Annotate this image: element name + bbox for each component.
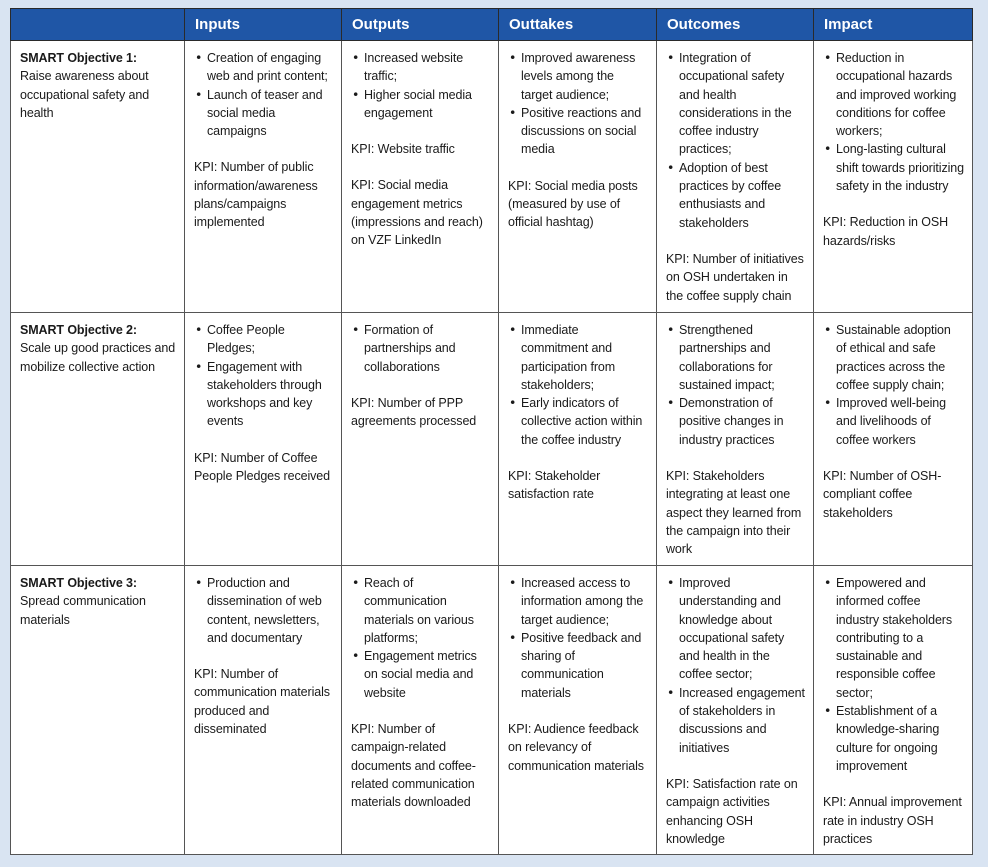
kpi-text: KPI: Audience feedback on relevancy of communication materials <box>508 722 644 773</box>
bullet-item: • Increased website traffic; <box>351 49 490 86</box>
bullet-list <box>823 49 964 195</box>
header-row <box>11 9 973 41</box>
kpi-text: KPI: Website traffic <box>351 142 455 157</box>
bullet-list <box>508 321 648 449</box>
header-outcomes: Outcomes <box>657 9 814 41</box>
bullet-list <box>508 49 648 159</box>
kpi-text: KPI: Number of Coffee People Pledges received <box>194 450 330 484</box>
inputs-cell <box>185 566 342 855</box>
kpi-text: KPI: Number of initiatives on OSH undertaken in the coffee supply chain <box>666 251 804 303</box>
bullet-item: • Higher social media engagement <box>351 86 490 123</box>
kpi-text: KPI: Annual improvement rate in industry OSH practices <box>823 795 962 846</box>
inputs-cell <box>185 41 342 313</box>
objective-description: Spread communication materials <box>20 594 146 627</box>
impact-cell <box>814 313 973 566</box>
bullet-item: • Reduction in occupational hazards and improved working conditions for coffee workers; <box>823 49 964 140</box>
outtakes-cell <box>499 41 657 313</box>
bullet-item: • Increased access to information among the target audience; <box>508 574 648 629</box>
bullet-list <box>351 49 490 122</box>
bullet-item: • Positive feedback and sharing of communication materials <box>508 629 648 702</box>
bullet-list <box>194 321 333 431</box>
objective-cell <box>11 313 185 566</box>
smart-objectives-figure <box>10 8 972 855</box>
objective-cell <box>11 566 185 855</box>
outputs-cell <box>342 313 499 566</box>
bullet-item: • Establishment of a knowledge-sharing culture for ongoing improvement <box>823 702 964 775</box>
bullet-item: • Strengthened partnerships and collaborations for sustained impact; <box>666 321 805 394</box>
bullet-item: • Improved well-being and livelihoods of coffee workers <box>823 394 964 449</box>
header-outtakes: Outtakes <box>499 9 657 41</box>
bullet-list <box>666 49 805 232</box>
bullet-item: • Production and dissemination of web content, newsletters, and documentary <box>194 574 333 647</box>
kpi-text: KPI: Number of OSH-compliant coffee stakeholders <box>823 469 942 520</box>
kpi-text: KPI: Stakeholders integrating at least one aspect they learned from the campaign into their work <box>666 469 802 557</box>
objective-title: SMART Objective 2: <box>20 323 137 337</box>
outcomes-cell <box>657 313 814 566</box>
bullet-item: • Adoption of best practices by coffee enthusiasts and stakeholders <box>666 159 805 232</box>
bullet-item: • Demonstration of positive changes in industry practices <box>666 394 805 449</box>
bullet-list <box>823 321 964 449</box>
kpi-text: KPI: Social media posts (measured by use of official hashtag) <box>508 178 638 230</box>
smart-objectives-table <box>10 8 973 855</box>
bullet-item: • Creation of engaging web and print content; <box>194 49 333 86</box>
bullet-list <box>351 321 490 376</box>
bullet-item: • Formation of partnerships and collaborations <box>351 321 490 376</box>
kpi-text: KPI: Number of campaign-related documents and coffee-related communication materials downloaded <box>351 722 476 810</box>
kpi-text: KPI: Satisfaction rate on campaign activities enhancing OSH knowledge <box>666 776 798 846</box>
bullet-item: • Long-lasting cultural shift towards prioritizing safety in the industry <box>823 140 964 195</box>
bullet-item: • Integration of occupational safety and health considerations in the coffee industry practices; <box>666 49 805 159</box>
objective-description: Raise awareness about occupational safety and health <box>20 69 150 120</box>
objective-row-3 <box>11 566 973 855</box>
kpi-text: KPI: Number of communication materials produced and disseminated <box>194 667 330 737</box>
bullet-list <box>194 574 333 647</box>
objective-cell <box>11 41 185 313</box>
bullet-item: • Positive reactions and discussions on social media <box>508 104 648 159</box>
objective-description: Scale up good practices and mobilize collective action <box>20 341 176 374</box>
impact-cell <box>814 41 973 313</box>
inputs-cell <box>185 313 342 566</box>
bullet-list <box>823 574 964 775</box>
bullet-list <box>666 321 805 449</box>
objective-row-2 <box>11 313 973 566</box>
bullet-item: • Improved awareness levels among the target audience; <box>508 49 648 104</box>
kpi-text: KPI: Number of public information/awareness plans/campaigns implemented <box>194 160 318 230</box>
kpi-text: KPI: Number of PPP agreements processed <box>351 395 477 429</box>
objective-title: SMART Objective 3: <box>20 576 137 590</box>
objective-row-1 <box>11 41 973 313</box>
bullet-item: • Sustainable adoption of ethical and safe practices across the coffee supply chain; <box>823 321 964 394</box>
bullet-list <box>508 574 648 702</box>
objective-title: SMART Objective 1: <box>20 51 137 65</box>
bullet-list <box>351 574 490 702</box>
kpi-text: KPI: Reduction in OSH hazards/risks <box>823 215 949 248</box>
header-objective <box>11 9 185 41</box>
outcomes-cell <box>657 41 814 313</box>
bullet-item: • Improved understanding and knowledge about occupational safety and health in the coffee sector; <box>666 574 805 684</box>
kpi-text: KPI: Stakeholder satisfaction rate <box>508 469 601 502</box>
bullet-item: • Early indicators of collective action within the coffee industry <box>508 394 648 449</box>
bullet-item: • Coffee People Pledges; <box>194 321 333 358</box>
impact-cell <box>814 566 973 855</box>
outputs-cell <box>342 41 499 313</box>
outcomes-cell <box>657 566 814 855</box>
header-impact: Impact <box>814 9 973 41</box>
outtakes-cell <box>499 313 657 566</box>
outputs-cell <box>342 566 499 855</box>
outtakes-cell <box>499 566 657 855</box>
bullet-item: • Empowered and informed coffee industry stakeholders contributing to a sustainable and responsible coffee sector; <box>823 574 964 702</box>
header-inputs: Inputs <box>185 9 342 41</box>
bullet-item: • Engagement metrics on social media and website <box>351 647 490 702</box>
bullet-item: • Reach of communication materials on various platforms; <box>351 574 490 647</box>
header-outputs: Outputs <box>342 9 499 41</box>
bullet-list <box>666 574 805 757</box>
bullet-item: • Engagement with stakeholders through workshops and key events <box>194 358 333 431</box>
kpi-text: KPI: Social media engagement metrics (impressions and reach) on VZF LinkedIn <box>351 178 483 248</box>
bullet-item: • Immediate commitment and participation from stakeholders; <box>508 321 648 394</box>
bullet-item: • Increased engagement of stakeholders in discussions and initiatives <box>666 684 805 757</box>
bullet-item: • Launch of teaser and social media campaigns <box>194 86 333 141</box>
bullet-list <box>194 49 333 140</box>
